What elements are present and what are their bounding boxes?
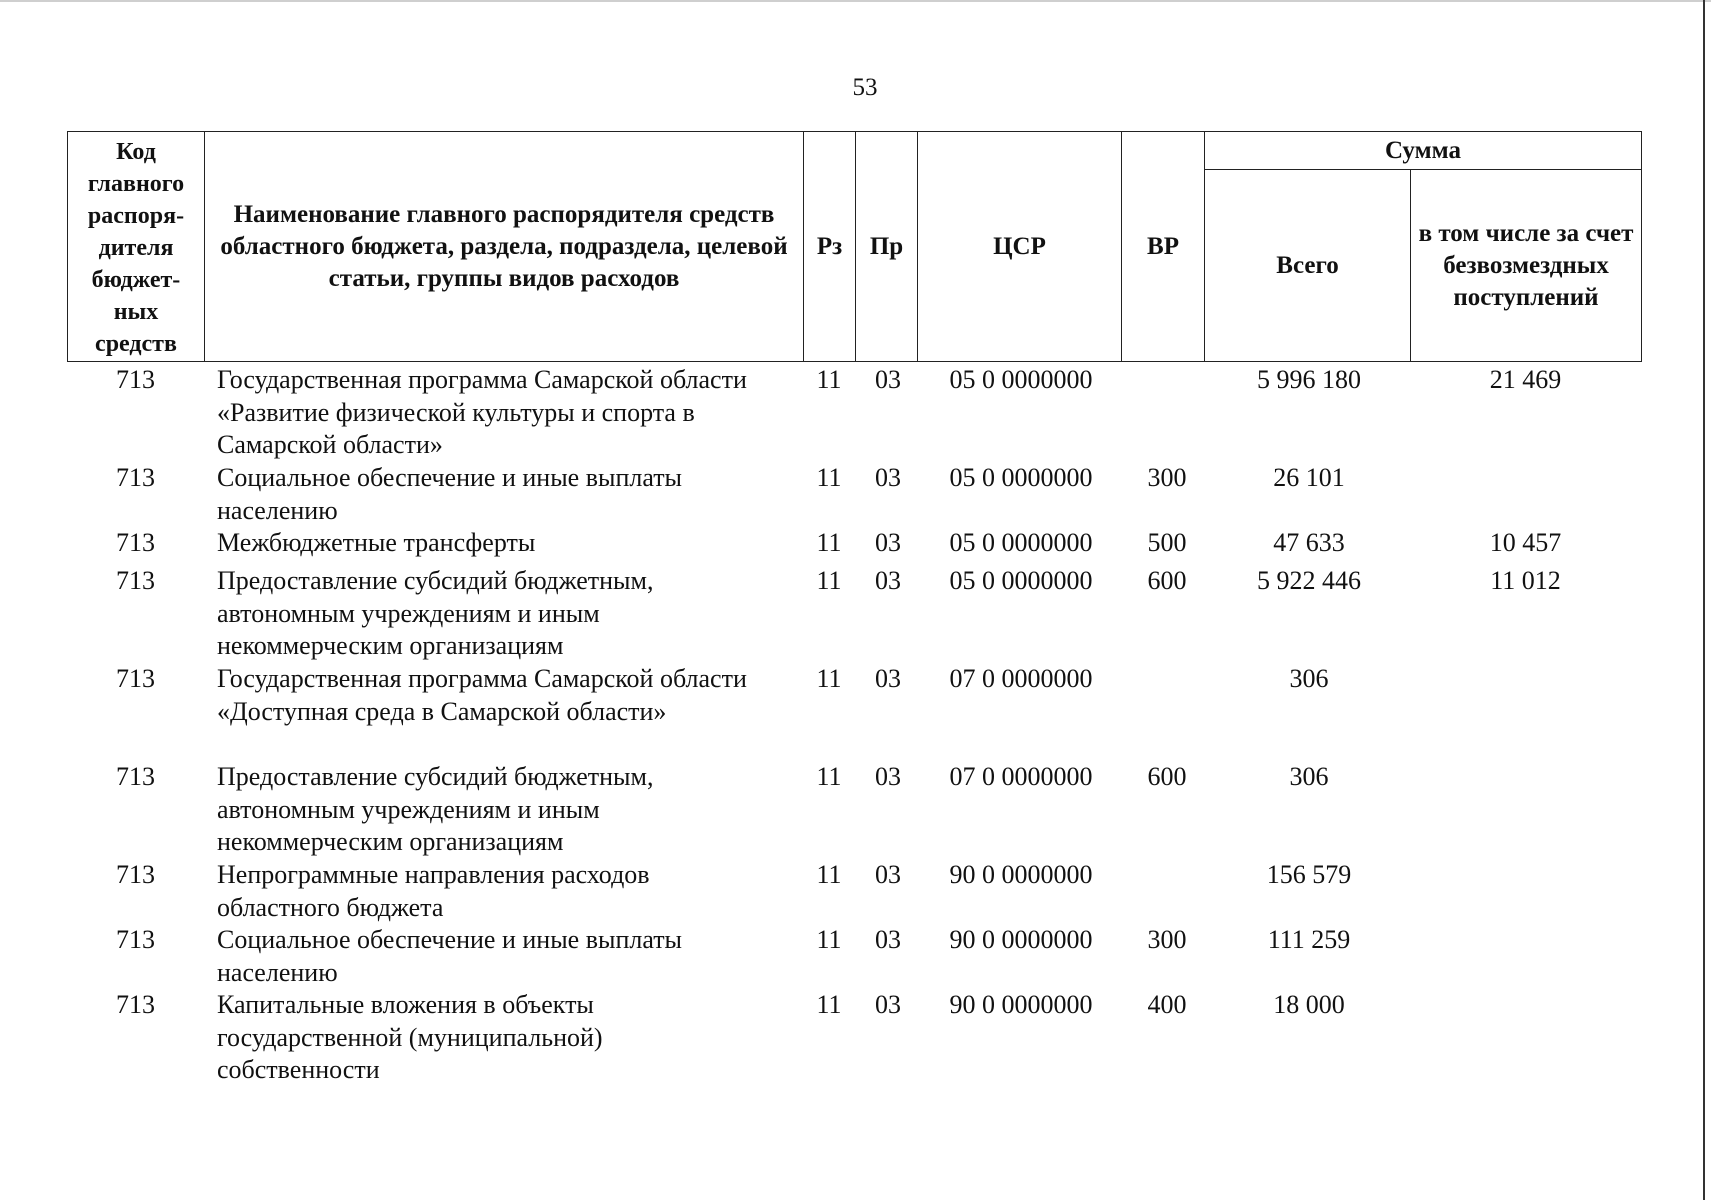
cell-code: 713 [116, 925, 155, 954]
header-sum: Сумма [1205, 132, 1642, 170]
cell-name: Государственная программа Самарской области «Доступная среда в Самарской области» [217, 664, 747, 726]
table-row [67, 921, 1641, 986]
cell-pr: 03 [875, 762, 901, 791]
cell-free: 10 457 [1489, 528, 1562, 557]
cell-rz: 11 [816, 528, 842, 557]
table-header [67, 131, 1642, 362]
table-row [67, 660, 1641, 758]
header-name: Наименование главного распорядителя средств областного бюджета, раздела, подраздела, целевой статьи, группы видов расходов [205, 132, 804, 362]
cell-vr: 300 [1147, 463, 1187, 492]
cell-name: Социальное обеспечение и иные выплаты населению [217, 463, 683, 525]
table-body [67, 361, 1641, 1086]
cell-csr: 05 0 0000000 [949, 566, 1093, 595]
cell-csr: 07 0 0000000 [949, 762, 1093, 791]
table-row [67, 361, 1641, 459]
cell-vr: 600 [1147, 566, 1187, 595]
cell-free: 21 469 [1489, 365, 1562, 394]
cell-code: 713 [116, 365, 155, 394]
cell-rz: 11 [816, 860, 842, 889]
cell-name: Предоставление субсидий бюджетным, автономным учреждениям и иным некоммерческим организациям [217, 566, 654, 660]
cell-csr: 07 0 0000000 [949, 664, 1093, 693]
scan-right-edge [1703, 0, 1705, 1200]
cell-code: 713 [116, 528, 155, 557]
cell-name: Непрограммные направления расходов областного бюджета [217, 860, 650, 922]
cell-name: Капитальные вложения в объекты государственной (муниципальной) собственности [217, 990, 603, 1084]
cell-pr: 03 [875, 860, 901, 889]
cell-total: 26 101 [1273, 463, 1345, 492]
table-row [67, 562, 1641, 660]
cell-code: 713 [116, 990, 155, 1019]
table-row [67, 758, 1641, 856]
cell-code: 713 [116, 463, 155, 492]
cell-csr: 05 0 0000000 [949, 365, 1093, 394]
cell-total: 111 259 [1267, 925, 1351, 954]
cell-pr: 03 [875, 566, 901, 595]
cell-name: Государственная программа Самарской области «Развитие физической культуры и спорта в Самарской области» [217, 365, 747, 459]
cell-rz: 11 [816, 762, 842, 791]
cell-pr: 03 [875, 990, 901, 1019]
cell-rz: 11 [816, 566, 842, 595]
cell-name: Межбюджетные трансферты [217, 528, 536, 557]
table-row [67, 986, 1641, 1086]
cell-rz: 11 [816, 365, 842, 394]
cell-pr: 03 [875, 528, 901, 557]
cell-name: Предоставление субсидий бюджетным, автономным учреждениям и иным некоммерческим организациям [217, 762, 654, 856]
cell-total: 156 579 [1266, 860, 1352, 889]
cell-csr: 90 0 0000000 [949, 925, 1093, 954]
cell-pr: 03 [875, 365, 901, 394]
cell-csr: 90 0 0000000 [949, 990, 1093, 1019]
cell-code: 713 [116, 664, 155, 693]
table-row [67, 856, 1641, 921]
header-csr: ЦСР [918, 132, 1122, 362]
cell-rz: 11 [816, 925, 842, 954]
header-incl: в том числе за счет безвозмездных поступлений [1411, 170, 1642, 362]
header-pr: Пр [856, 132, 918, 362]
cell-code: 713 [116, 860, 155, 889]
cell-rz: 11 [816, 664, 842, 693]
cell-vr: 500 [1147, 528, 1187, 557]
cell-vr: 600 [1147, 762, 1187, 791]
header-code: Код главного распоря-дителя бюджет-ных средств [68, 132, 205, 362]
cell-total: 306 [1289, 762, 1329, 791]
cell-vr: 400 [1147, 990, 1187, 1019]
cell-pr: 03 [875, 463, 901, 492]
cell-total: 18 000 [1273, 990, 1345, 1019]
cell-free: 11 012 [1490, 566, 1561, 595]
table-row [67, 524, 1641, 562]
header-total: Всего [1205, 170, 1411, 362]
cell-pr: 03 [875, 664, 901, 693]
header-vr: ВР [1122, 132, 1205, 362]
cell-total: 47 633 [1273, 528, 1345, 557]
cell-code: 713 [116, 566, 155, 595]
cell-csr: 90 0 0000000 [949, 860, 1093, 889]
cell-total: 5 996 180 [1257, 365, 1361, 394]
cell-csr: 05 0 0000000 [949, 463, 1093, 492]
cell-pr: 03 [875, 925, 901, 954]
page-number: 53 [852, 74, 878, 101]
scan-top-edge [0, 0, 1711, 2]
cell-name: Социальное обеспечение и иные выплаты населению [217, 925, 683, 987]
cell-rz: 11 [816, 463, 842, 492]
cell-total: 5 922 446 [1257, 566, 1361, 595]
cell-vr: 300 [1147, 925, 1187, 954]
cell-rz: 11 [816, 990, 842, 1019]
cell-csr: 05 0 0000000 [949, 528, 1093, 557]
table-row [67, 459, 1641, 524]
cell-total: 306 [1289, 664, 1329, 693]
cell-code: 713 [116, 762, 155, 791]
header-rz: Рз [804, 132, 856, 362]
